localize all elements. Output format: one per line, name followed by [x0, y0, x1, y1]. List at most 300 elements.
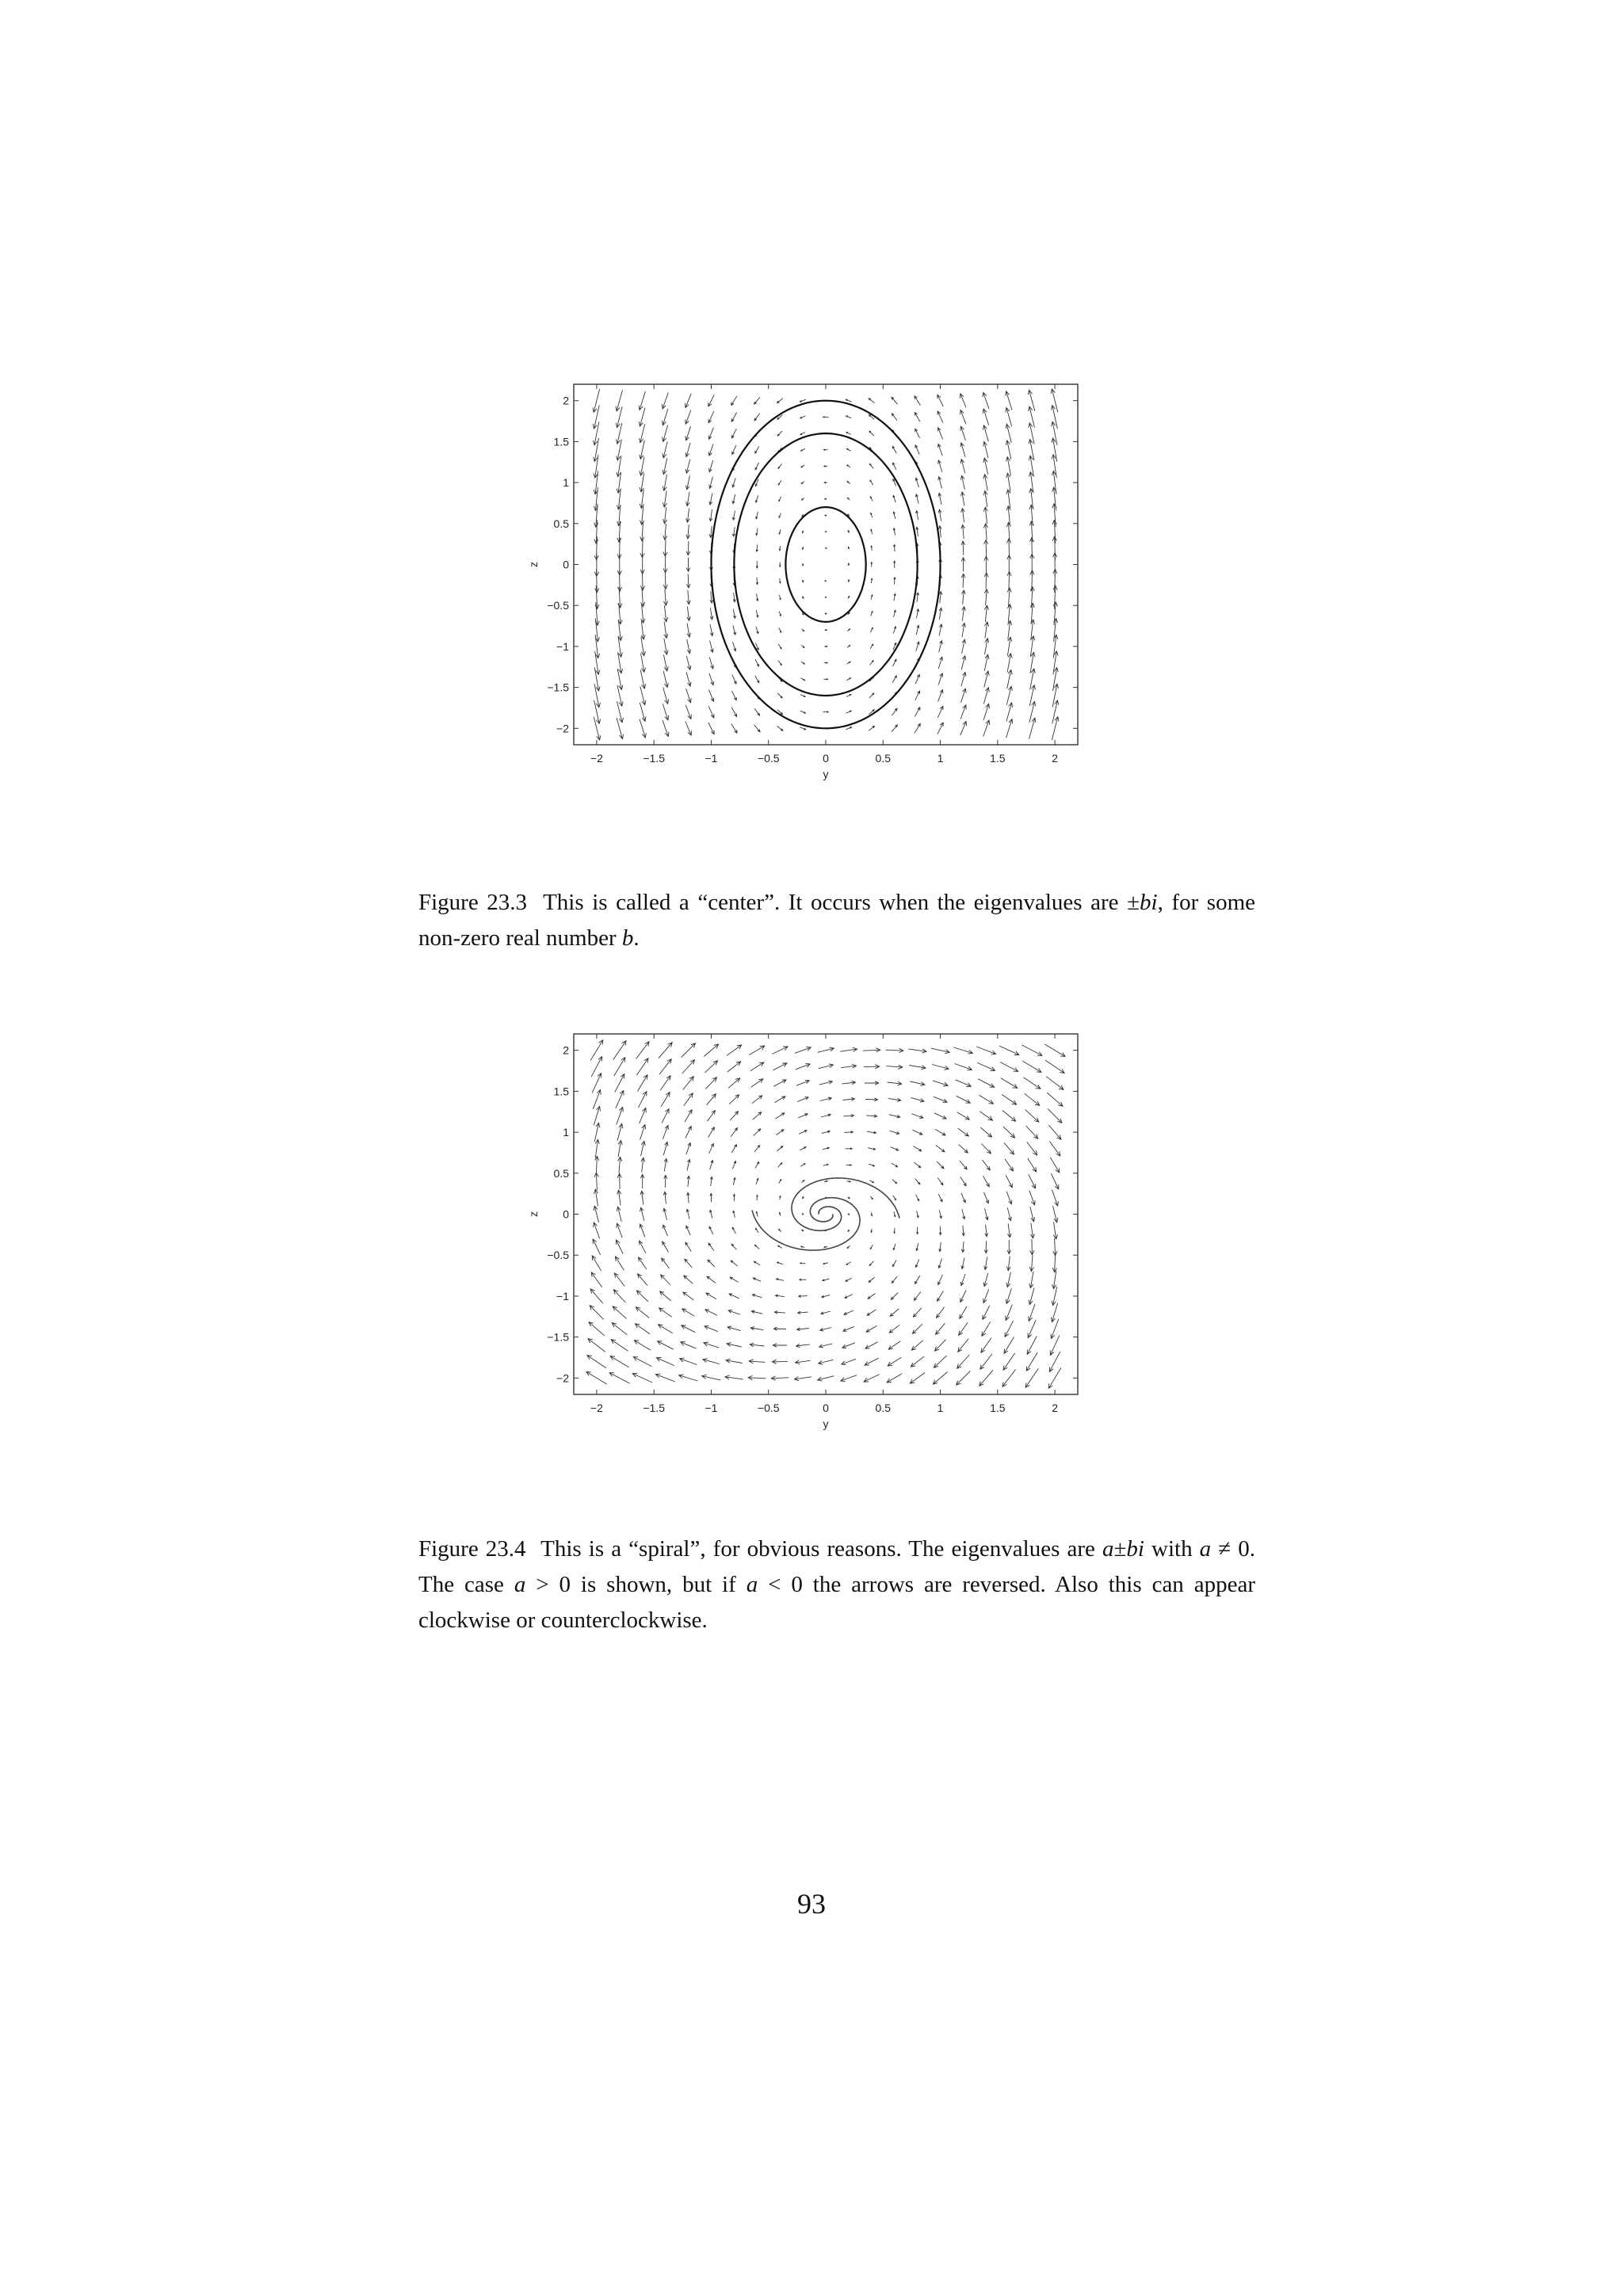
- field-arrow: [780, 578, 781, 583]
- field-arrow: [755, 1162, 759, 1169]
- x-tick-label: 0: [823, 1402, 829, 1414]
- field-arrow: [818, 1047, 834, 1052]
- field-arrow: [686, 688, 692, 703]
- field-arrow: [984, 589, 988, 606]
- field-arrow: [617, 1223, 622, 1238]
- field-arrow: [800, 1263, 806, 1264]
- field-arrow: [960, 460, 965, 474]
- field-arrow: [594, 1123, 600, 1141]
- field-arrow: [749, 1360, 765, 1363]
- field-arrow: [733, 625, 736, 635]
- field-arrow: [708, 395, 714, 406]
- y-axis-label: z: [527, 1211, 540, 1217]
- field-arrow: [661, 1275, 670, 1285]
- field-arrow: [777, 1262, 783, 1264]
- y-tick-label: 0.5: [553, 1166, 569, 1180]
- field-arrow: [708, 723, 714, 734]
- field-arrow: [843, 1115, 854, 1117]
- field-arrow: [847, 498, 850, 500]
- field-arrow: [890, 1131, 899, 1134]
- field-arrow: [755, 463, 758, 470]
- field-arrow: [1003, 1353, 1015, 1370]
- field-arrow: [983, 458, 988, 475]
- field-arrow: [868, 1294, 875, 1299]
- field-arrow: [756, 1228, 759, 1233]
- field-arrow: [938, 723, 943, 734]
- field-arrow: [1052, 1190, 1058, 1206]
- field-arrow: [797, 1097, 808, 1102]
- field-arrow: [708, 411, 714, 423]
- field-arrow: [663, 441, 667, 458]
- field-arrow: [825, 613, 827, 615]
- field-arrow: [983, 1176, 990, 1187]
- field-arrow: [960, 1161, 967, 1169]
- field-arrow: [846, 678, 850, 681]
- x-tick-label: −0.5: [757, 1402, 780, 1414]
- field-arrow: [778, 661, 781, 666]
- x-tick-label: 2: [1052, 1402, 1058, 1414]
- field-arrow: [589, 1322, 605, 1336]
- field-arrow: [663, 556, 667, 573]
- field-arrow: [616, 1240, 623, 1254]
- field-arrow: [638, 1274, 648, 1286]
- field-arrow: [682, 1309, 695, 1316]
- field-arrow: [843, 1326, 854, 1331]
- field-arrow: [798, 1114, 808, 1118]
- field-arrow: [984, 540, 988, 557]
- field-arrow: [938, 395, 943, 406]
- field-arrow: [685, 443, 690, 457]
- field-arrow: [731, 429, 736, 438]
- field-arrow: [823, 417, 829, 418]
- field-arrow: [936, 1146, 945, 1152]
- field-arrow: [960, 475, 964, 490]
- field-arrow: [1048, 1125, 1061, 1139]
- field-arrow: [959, 1145, 968, 1153]
- figure-23-3-caption: [418, 885, 1255, 956]
- x-axis-label: y: [823, 768, 829, 780]
- field-arrow: [1051, 1173, 1058, 1189]
- field-arrow: [682, 1325, 696, 1333]
- field-arrow: [957, 1355, 970, 1368]
- field-arrow: [1025, 1110, 1039, 1123]
- field-arrow: [1051, 389, 1058, 412]
- field-arrow: [957, 1371, 971, 1386]
- field-arrow: [686, 524, 690, 539]
- field-arrow: [824, 1246, 827, 1248]
- field-arrow: [962, 639, 966, 654]
- field-arrow: [892, 708, 897, 715]
- field-arrow: [1029, 1191, 1035, 1205]
- field-arrow: [823, 1279, 829, 1281]
- field-arrow: [1030, 1223, 1034, 1238]
- field-arrow: [750, 1062, 764, 1071]
- field-arrow: [753, 1112, 762, 1119]
- field-arrow: [708, 1127, 715, 1138]
- field-arrow: [866, 1325, 877, 1332]
- field-arrow: [1005, 1321, 1013, 1337]
- field-arrow: [1000, 1062, 1018, 1071]
- field-arrow: [685, 426, 691, 441]
- field-arrow: [915, 707, 920, 717]
- field-arrow: [685, 1242, 691, 1252]
- field-arrow: [863, 1048, 880, 1052]
- field-arrow: [708, 706, 714, 718]
- field-arrow: [1029, 1304, 1036, 1322]
- field-arrow: [733, 1178, 735, 1185]
- field-arrow: [820, 1328, 832, 1332]
- y-tick-label: −2: [556, 1371, 569, 1385]
- field-arrow: [594, 1173, 598, 1190]
- field-arrow: [962, 607, 966, 621]
- field-arrow: [984, 671, 989, 688]
- field-arrow: [893, 495, 896, 502]
- figure-23-3-center-plot: [523, 368, 1094, 812]
- field-arrow: [894, 561, 896, 568]
- field-arrow: [961, 524, 965, 539]
- field-arrow: [824, 1180, 827, 1182]
- field-arrow: [1052, 1271, 1056, 1289]
- field-arrow: [824, 482, 827, 483]
- field-arrow: [687, 1176, 690, 1187]
- field-arrow: [962, 590, 966, 605]
- field-arrow: [957, 1096, 971, 1103]
- field-arrow: [915, 445, 919, 455]
- y-tick-label: 1: [563, 1126, 569, 1139]
- field-arrow: [915, 1162, 921, 1168]
- y-axis-label: z: [527, 562, 540, 567]
- field-arrow: [1008, 620, 1012, 639]
- field-arrow: [938, 1194, 942, 1202]
- field-arrow: [730, 1277, 738, 1282]
- field-arrow: [870, 644, 873, 649]
- field-arrow: [731, 1244, 736, 1249]
- x-tick-label: 0: [823, 752, 829, 765]
- field-arrow: [751, 1079, 763, 1088]
- field-arrow: [825, 597, 827, 598]
- field-arrow: [681, 1342, 697, 1349]
- field-arrow: [869, 693, 874, 698]
- field-arrow: [848, 596, 850, 598]
- field-arrow: [636, 1291, 648, 1302]
- field-arrow: [709, 477, 713, 489]
- field-arrow: [779, 497, 781, 502]
- field-arrow: [800, 695, 805, 697]
- field-arrow: [848, 531, 850, 533]
- field-arrow: [710, 641, 714, 653]
- field-arrow: [796, 1360, 811, 1364]
- field-arrow: [864, 1065, 880, 1069]
- field-arrow: [685, 705, 691, 719]
- field-arrow: [640, 1174, 644, 1188]
- field-arrow: [1028, 1320, 1036, 1337]
- field-arrow: [733, 1211, 735, 1217]
- field-arrow: [1029, 1272, 1033, 1288]
- field-arrow: [709, 657, 713, 669]
- field-arrow: [1029, 1287, 1034, 1304]
- field-arrow: [915, 1291, 921, 1300]
- field-arrow: [632, 1374, 652, 1383]
- field-arrow: [710, 1193, 712, 1202]
- field-arrow: [823, 711, 829, 713]
- field-arrow: [640, 686, 646, 705]
- field-arrow: [1006, 1305, 1013, 1321]
- y-tick-label: 2: [563, 1043, 569, 1057]
- field-arrow: [934, 1113, 946, 1119]
- field-arrow: [913, 1146, 921, 1151]
- field-arrow: [938, 428, 942, 440]
- field-arrow: [686, 1143, 691, 1155]
- field-arrow: [802, 580, 804, 582]
- field-arrow: [819, 1344, 833, 1348]
- field-arrow: [937, 1161, 944, 1169]
- field-arrow: [893, 512, 896, 519]
- field-arrow: [733, 527, 735, 536]
- field-arrow: [1007, 539, 1011, 558]
- field-arrow: [733, 1194, 735, 1201]
- field-arrow: [704, 1342, 719, 1348]
- field-arrow: [892, 397, 897, 404]
- field-arrow: [845, 1295, 853, 1299]
- field-arrow: [617, 1123, 623, 1140]
- field-arrow: [801, 678, 805, 681]
- field-arrow: [732, 674, 736, 684]
- field-arrow: [800, 433, 805, 435]
- x-tick-label: 0.5: [875, 1402, 892, 1414]
- field-arrow: [710, 1161, 713, 1170]
- field-arrow: [640, 506, 644, 525]
- field-arrow: [1053, 1206, 1058, 1222]
- field-arrow: [640, 490, 643, 509]
- field-arrow: [825, 515, 827, 517]
- field-arrow: [821, 1114, 831, 1117]
- plot-frame: [574, 384, 1078, 745]
- field-arrow: [635, 1324, 650, 1334]
- field-arrow: [847, 629, 850, 631]
- field-arrow: [705, 1077, 716, 1089]
- field-arrow: [682, 1060, 695, 1074]
- field-arrow: [772, 1360, 788, 1363]
- field-arrow: [708, 1260, 715, 1267]
- field-arrow: [977, 1062, 995, 1070]
- field-arrow: [685, 1110, 692, 1123]
- field-arrow: [894, 1211, 896, 1216]
- field-arrow: [732, 494, 735, 504]
- field-arrow: [822, 1131, 830, 1133]
- field-arrow: [937, 1307, 945, 1318]
- field-arrow: [710, 1210, 712, 1218]
- field-arrow: [864, 1375, 880, 1382]
- field-arrow: [1001, 1078, 1018, 1089]
- x-tick-label: −1: [705, 1402, 718, 1414]
- field-arrow: [916, 642, 919, 651]
- field-arrow: [779, 1229, 781, 1232]
- y-tick-label: −1.5: [547, 1330, 569, 1344]
- field-arrow: [729, 1095, 739, 1104]
- field-arrow: [983, 507, 987, 524]
- field-arrow: [825, 629, 827, 631]
- field-arrow: [1007, 654, 1012, 673]
- field-arrow: [1006, 506, 1010, 525]
- field-arrow: [640, 1191, 644, 1204]
- field-arrow: [984, 1241, 987, 1253]
- caption-number: Figure 23.4: [418, 1536, 526, 1562]
- field-arrow: [729, 1294, 739, 1299]
- y-tick-label: 0: [563, 1207, 569, 1221]
- field-arrow: [894, 578, 896, 585]
- field-arrow: [1007, 588, 1011, 607]
- field-arrow: [773, 1327, 786, 1330]
- field-arrow: [891, 1147, 899, 1150]
- field-arrow: [939, 624, 942, 636]
- field-arrow: [748, 1375, 766, 1379]
- field-arrow: [771, 1376, 789, 1380]
- field-arrow: [892, 1163, 898, 1167]
- field-arrow: [818, 1376, 834, 1381]
- field-arrow: [731, 396, 737, 406]
- field-arrow: [641, 1141, 646, 1156]
- field-arrow: [982, 1322, 991, 1336]
- field-arrow: [801, 482, 804, 484]
- field-arrow: [956, 1080, 972, 1087]
- field-arrow: [757, 1195, 758, 1200]
- field-arrow: [984, 654, 989, 671]
- field-arrow: [779, 1180, 781, 1184]
- field-arrow: [871, 1229, 873, 1233]
- field-arrow: [612, 1323, 627, 1335]
- field-arrow: [686, 656, 691, 670]
- field-arrow: [961, 1193, 965, 1203]
- field-arrow: [934, 1356, 947, 1367]
- field-arrow: [802, 547, 804, 549]
- field-arrow: [917, 1227, 918, 1234]
- field-arrow: [798, 1311, 808, 1314]
- field-arrow: [780, 1196, 781, 1200]
- trajectory-spiral: [752, 1198, 860, 1250]
- field-arrow: [754, 1146, 760, 1152]
- field-arrow: [961, 656, 966, 670]
- field-arrow: [1007, 605, 1011, 624]
- field-arrow: [663, 1241, 669, 1253]
- y-tick-label: 1.5: [553, 435, 569, 448]
- field-arrow: [869, 1277, 874, 1282]
- field-arrow: [1007, 571, 1011, 590]
- field-arrow: [709, 1226, 713, 1234]
- field-arrow: [847, 465, 850, 467]
- y-tick-label: 0.5: [553, 517, 569, 530]
- field-arrow: [773, 1063, 787, 1070]
- field-arrow: [685, 475, 689, 490]
- field-arrow: [756, 1179, 758, 1184]
- field-arrow: [685, 722, 692, 736]
- field-arrow: [936, 1323, 945, 1334]
- field-arrow: [779, 595, 781, 600]
- field-arrow: [802, 1214, 804, 1215]
- field-arrow: [777, 399, 783, 403]
- field-arrow: [660, 1291, 671, 1301]
- field-arrow: [961, 509, 965, 523]
- field-arrow: [774, 1311, 785, 1314]
- field-arrow: [750, 1327, 763, 1330]
- field-arrow: [893, 627, 896, 634]
- field-arrow: [661, 1093, 670, 1107]
- field-arrow: [756, 528, 758, 536]
- field-arrow: [870, 480, 873, 485]
- field-arrow: [1005, 1159, 1013, 1171]
- field-arrow: [959, 1322, 968, 1335]
- field-arrow: [663, 1126, 668, 1139]
- y-tick-label: −0.5: [547, 1249, 569, 1262]
- field-arrow: [985, 1225, 988, 1237]
- field-arrow: [1026, 1352, 1037, 1371]
- field-arrow: [639, 1092, 647, 1108]
- field-arrow: [841, 1064, 856, 1068]
- field-arrow: [933, 1081, 948, 1086]
- field-arrow: [613, 1041, 626, 1060]
- field-arrow: [778, 480, 781, 485]
- field-arrow: [796, 1063, 810, 1069]
- field-arrow: [1050, 1158, 1059, 1173]
- field-arrow: [796, 1344, 810, 1348]
- field-arrow: [586, 1372, 607, 1385]
- field-arrow: [588, 1339, 605, 1352]
- field-arrow: [615, 1257, 624, 1270]
- field-arrow: [640, 1224, 645, 1237]
- field-arrow: [756, 561, 758, 568]
- field-arrow: [825, 498, 827, 500]
- field-arrow: [894, 610, 896, 617]
- field-arrow: [983, 720, 990, 737]
- field-arrow: [663, 704, 669, 720]
- field-arrow: [683, 1077, 694, 1090]
- field-arrow: [984, 1257, 987, 1270]
- field-arrow: [871, 546, 873, 551]
- field-arrow: [1007, 1240, 1011, 1254]
- field-arrow: [869, 1261, 873, 1266]
- field-arrow: [797, 1328, 809, 1331]
- field-arrow: [779, 546, 781, 551]
- field-arrow: [1052, 1287, 1057, 1305]
- field-arrow: [825, 531, 827, 532]
- field-arrow: [640, 1125, 646, 1140]
- field-arrow: [779, 529, 781, 534]
- field-arrow: [664, 1175, 667, 1188]
- field-arrow: [911, 1341, 923, 1351]
- field-arrow: [1028, 1158, 1037, 1172]
- field-arrow: [888, 1081, 902, 1085]
- field-arrow: [938, 493, 941, 505]
- field-arrow: [915, 723, 920, 733]
- field-arrow: [778, 464, 781, 469]
- field-arrow: [773, 1344, 787, 1348]
- trajectory-spiral: [792, 1178, 899, 1230]
- field-arrow: [731, 723, 737, 733]
- field-arrow: [706, 1293, 716, 1299]
- field-arrow: [709, 526, 712, 538]
- field-arrow: [710, 624, 713, 636]
- field-arrow: [640, 473, 644, 492]
- field-arrow: [640, 539, 644, 558]
- field-arrow: [614, 1273, 624, 1287]
- field-arrow: [1052, 1254, 1056, 1272]
- field-arrow: [704, 1044, 718, 1057]
- y-tick-label: −2: [556, 722, 569, 735]
- field-arrow: [1029, 1174, 1036, 1188]
- field-arrow: [1002, 1111, 1016, 1122]
- field-arrow: [682, 1043, 696, 1058]
- field-arrow: [663, 589, 667, 606]
- field-arrow: [610, 1356, 628, 1367]
